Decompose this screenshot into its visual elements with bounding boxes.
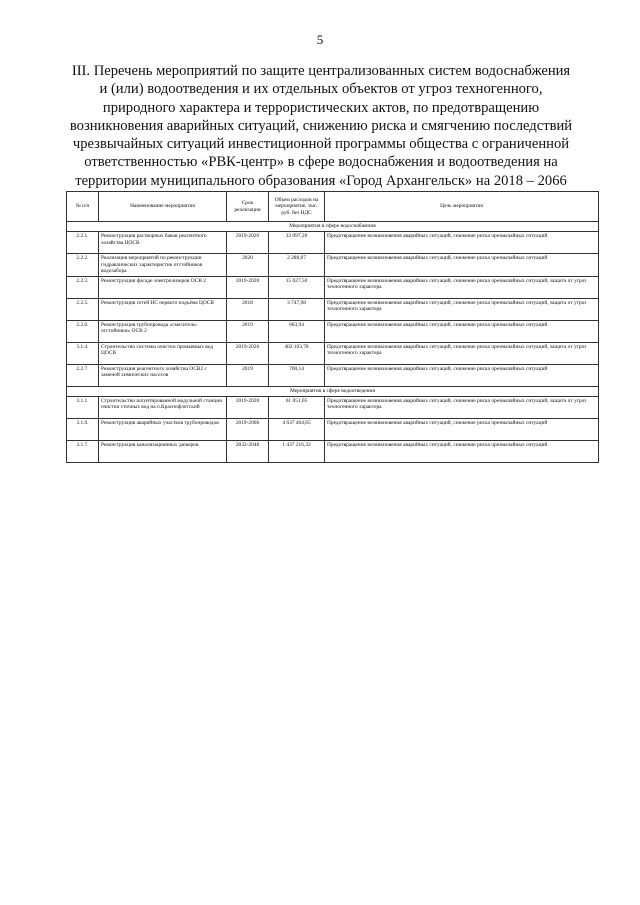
row-name: Реконструкция фасаде электролизеров ОСВ 2 xyxy=(99,276,227,298)
table-row xyxy=(67,396,599,418)
heading-line: ответственностью «РВК-центр» в сфере водоснабжения и водоотведения на xyxy=(84,154,558,171)
row-num: 2.2.2. xyxy=(67,254,99,277)
table-header-row xyxy=(67,192,599,222)
row-num: 3.1.7. xyxy=(67,440,99,462)
heading-line: территории муниципального образования «Город Архангельск» на 2018 – 2066 xyxy=(75,172,567,189)
row-goal: Предотвращение возникновения аварийных ситуаций, снижение риска чрезвычайных ситуаций xyxy=(325,418,599,440)
heading-line: природного характера и террористических актов, по предотвращению xyxy=(102,99,540,116)
row-cost: 3 747,98 xyxy=(269,298,325,320)
row-goal: Предотвращение возникновения аварийных ситуаций, снижение риска чрезвычайных ситуаций, защита от угроз техногенного характера xyxy=(325,276,599,298)
row-num: 2.2.6. xyxy=(67,320,99,342)
row-num: 3.1.4. xyxy=(67,342,99,364)
measures-table xyxy=(66,191,599,463)
row-period: 2019 xyxy=(227,364,269,386)
heading-line: возникновения аварийных ситуаций, снижению риска и смягчению последствий xyxy=(69,117,573,134)
row-num: 3.1.1. xyxy=(67,396,99,418)
row-cost: 4 637 464,65 xyxy=(269,418,325,440)
section-title: Мероприятия в сфере водоотведения xyxy=(67,386,599,396)
row-num: 3.1.6. xyxy=(67,418,99,440)
row-name: Реконструкция канализационных дюкеров xyxy=(99,440,227,462)
row-cost: 61 051,05 xyxy=(269,396,325,418)
document-heading xyxy=(66,62,576,190)
table-row xyxy=(67,276,599,298)
row-name: Реализация мероприятий по реконструкции гидравлических характеристик отстойников водозабора xyxy=(99,254,227,277)
table-row xyxy=(67,254,599,277)
row-period: 2019-2066 xyxy=(227,418,269,440)
table-row xyxy=(67,320,599,342)
header-num: № п/п xyxy=(67,192,99,222)
row-period: 2018 xyxy=(227,298,269,320)
row-goal: Предотвращение возникновения аварийных ситуаций, снижение риска чрезвычайных ситуаций, защита от угроз техногенного характера xyxy=(325,396,599,418)
row-cost: 15 027,50 xyxy=(269,276,325,298)
row-period: 2019-2020 xyxy=(227,276,269,298)
header-period: Срок реализации xyxy=(227,192,269,222)
row-period: 2032-2048 xyxy=(227,440,269,462)
row-num: 2.2.5. xyxy=(67,298,99,320)
row-name: Строительство системы очистки промывных вод ЦОСВ xyxy=(99,342,227,364)
header-name: Наименование мероприятия xyxy=(99,192,227,222)
heading-line: III. Перечень мероприятий по защите централизованных систем водоснабжения xyxy=(71,63,571,79)
row-cost: 1 437 216,32 xyxy=(269,440,325,462)
row-name: Реконструкция сетей НС первого подъёма ЦОСВ xyxy=(99,298,227,320)
row-period: 2019-2020 xyxy=(227,396,269,418)
table-row xyxy=(67,418,599,440)
row-period: 2019-2026 xyxy=(227,342,269,364)
row-goal: Предотвращение возникновения аварийных ситуаций, снижение риска чрезвычайных ситуаций xyxy=(325,254,599,277)
row-period: 2019-2020 xyxy=(227,232,269,254)
table-row xyxy=(67,298,599,320)
heading-line: чрезвычайных ситуаций инвестиционной программы общества с ограниченной xyxy=(72,136,570,153)
row-num: 2.2.3. xyxy=(67,276,99,298)
table-row xyxy=(67,342,599,364)
header-cost: Объем расходов на мероприятие, тыс. руб. без НДС xyxy=(269,192,325,222)
heading-line: и (или) водоотведения и их отдельных объектов от угроз техногенного, xyxy=(99,81,543,98)
row-period: 2019 xyxy=(227,320,269,342)
section-row-wastewater xyxy=(67,386,599,396)
row-name: Реконструкция аварийных участков трубопроводов xyxy=(99,418,227,440)
row-goal: Предотвращение возникновения аварийных ситуаций, снижение риска чрезвычайных ситуаций xyxy=(325,320,599,342)
row-cost: 33 097,20 xyxy=(269,232,325,254)
header-goal: Цель мероприятия xyxy=(325,192,599,222)
row-cost: 2 288,87 xyxy=(269,254,325,277)
row-goal: Предотвращение возникновения аварийных ситуаций, снижение риска чрезвычайных ситуаций xyxy=(325,364,599,386)
row-goal: Предотвращение возникновения аварийных ситуаций, снижение риска чрезвычайных ситуаций xyxy=(325,232,599,254)
row-name: Строительство шпунтированной модульной станции очистки сточных вод на о.Краснофлотский xyxy=(99,396,227,418)
table-row xyxy=(67,364,599,386)
row-name: Реконструкция растворных баков реагентного хозяйства ЦОСВ xyxy=(99,232,227,254)
table-row xyxy=(67,440,599,462)
table-row xyxy=(67,232,599,254)
row-cost: 402 103,78 xyxy=(269,342,325,364)
row-num: 2.2.7. xyxy=(67,364,99,386)
row-cost: 700,14 xyxy=(269,364,325,386)
page-number: 5 xyxy=(316,32,324,47)
row-goal: Предотвращение возникновения аварийных ситуаций, снижение риска чрезвычайных ситуаций, защита от угроз техногенного характера xyxy=(325,342,599,364)
row-num: 2.2.1. xyxy=(67,232,99,254)
section-title: Мероприятия в сфере водоснабжения xyxy=(67,222,599,232)
row-goal: Предотвращение возникновения аварийных ситуаций, снижение риска чрезвычайных ситуаций, защита от угроз техногенного характера xyxy=(325,298,599,320)
section-row-water-supply xyxy=(67,222,599,232)
row-name: Реконструкция трубопровода «смеситель-отстойники» ОСВ 2 xyxy=(99,320,227,342)
row-goal: Предотвращение возникновения аварийных ситуаций, снижение риска чрезвычайных ситуаций xyxy=(325,440,599,462)
row-name: Реконструкция реагентного хозяйства ОСВ2 с заменой химических насосов xyxy=(99,364,227,386)
row-cost: 663,94 xyxy=(269,320,325,342)
row-period: 2020 xyxy=(227,254,269,277)
